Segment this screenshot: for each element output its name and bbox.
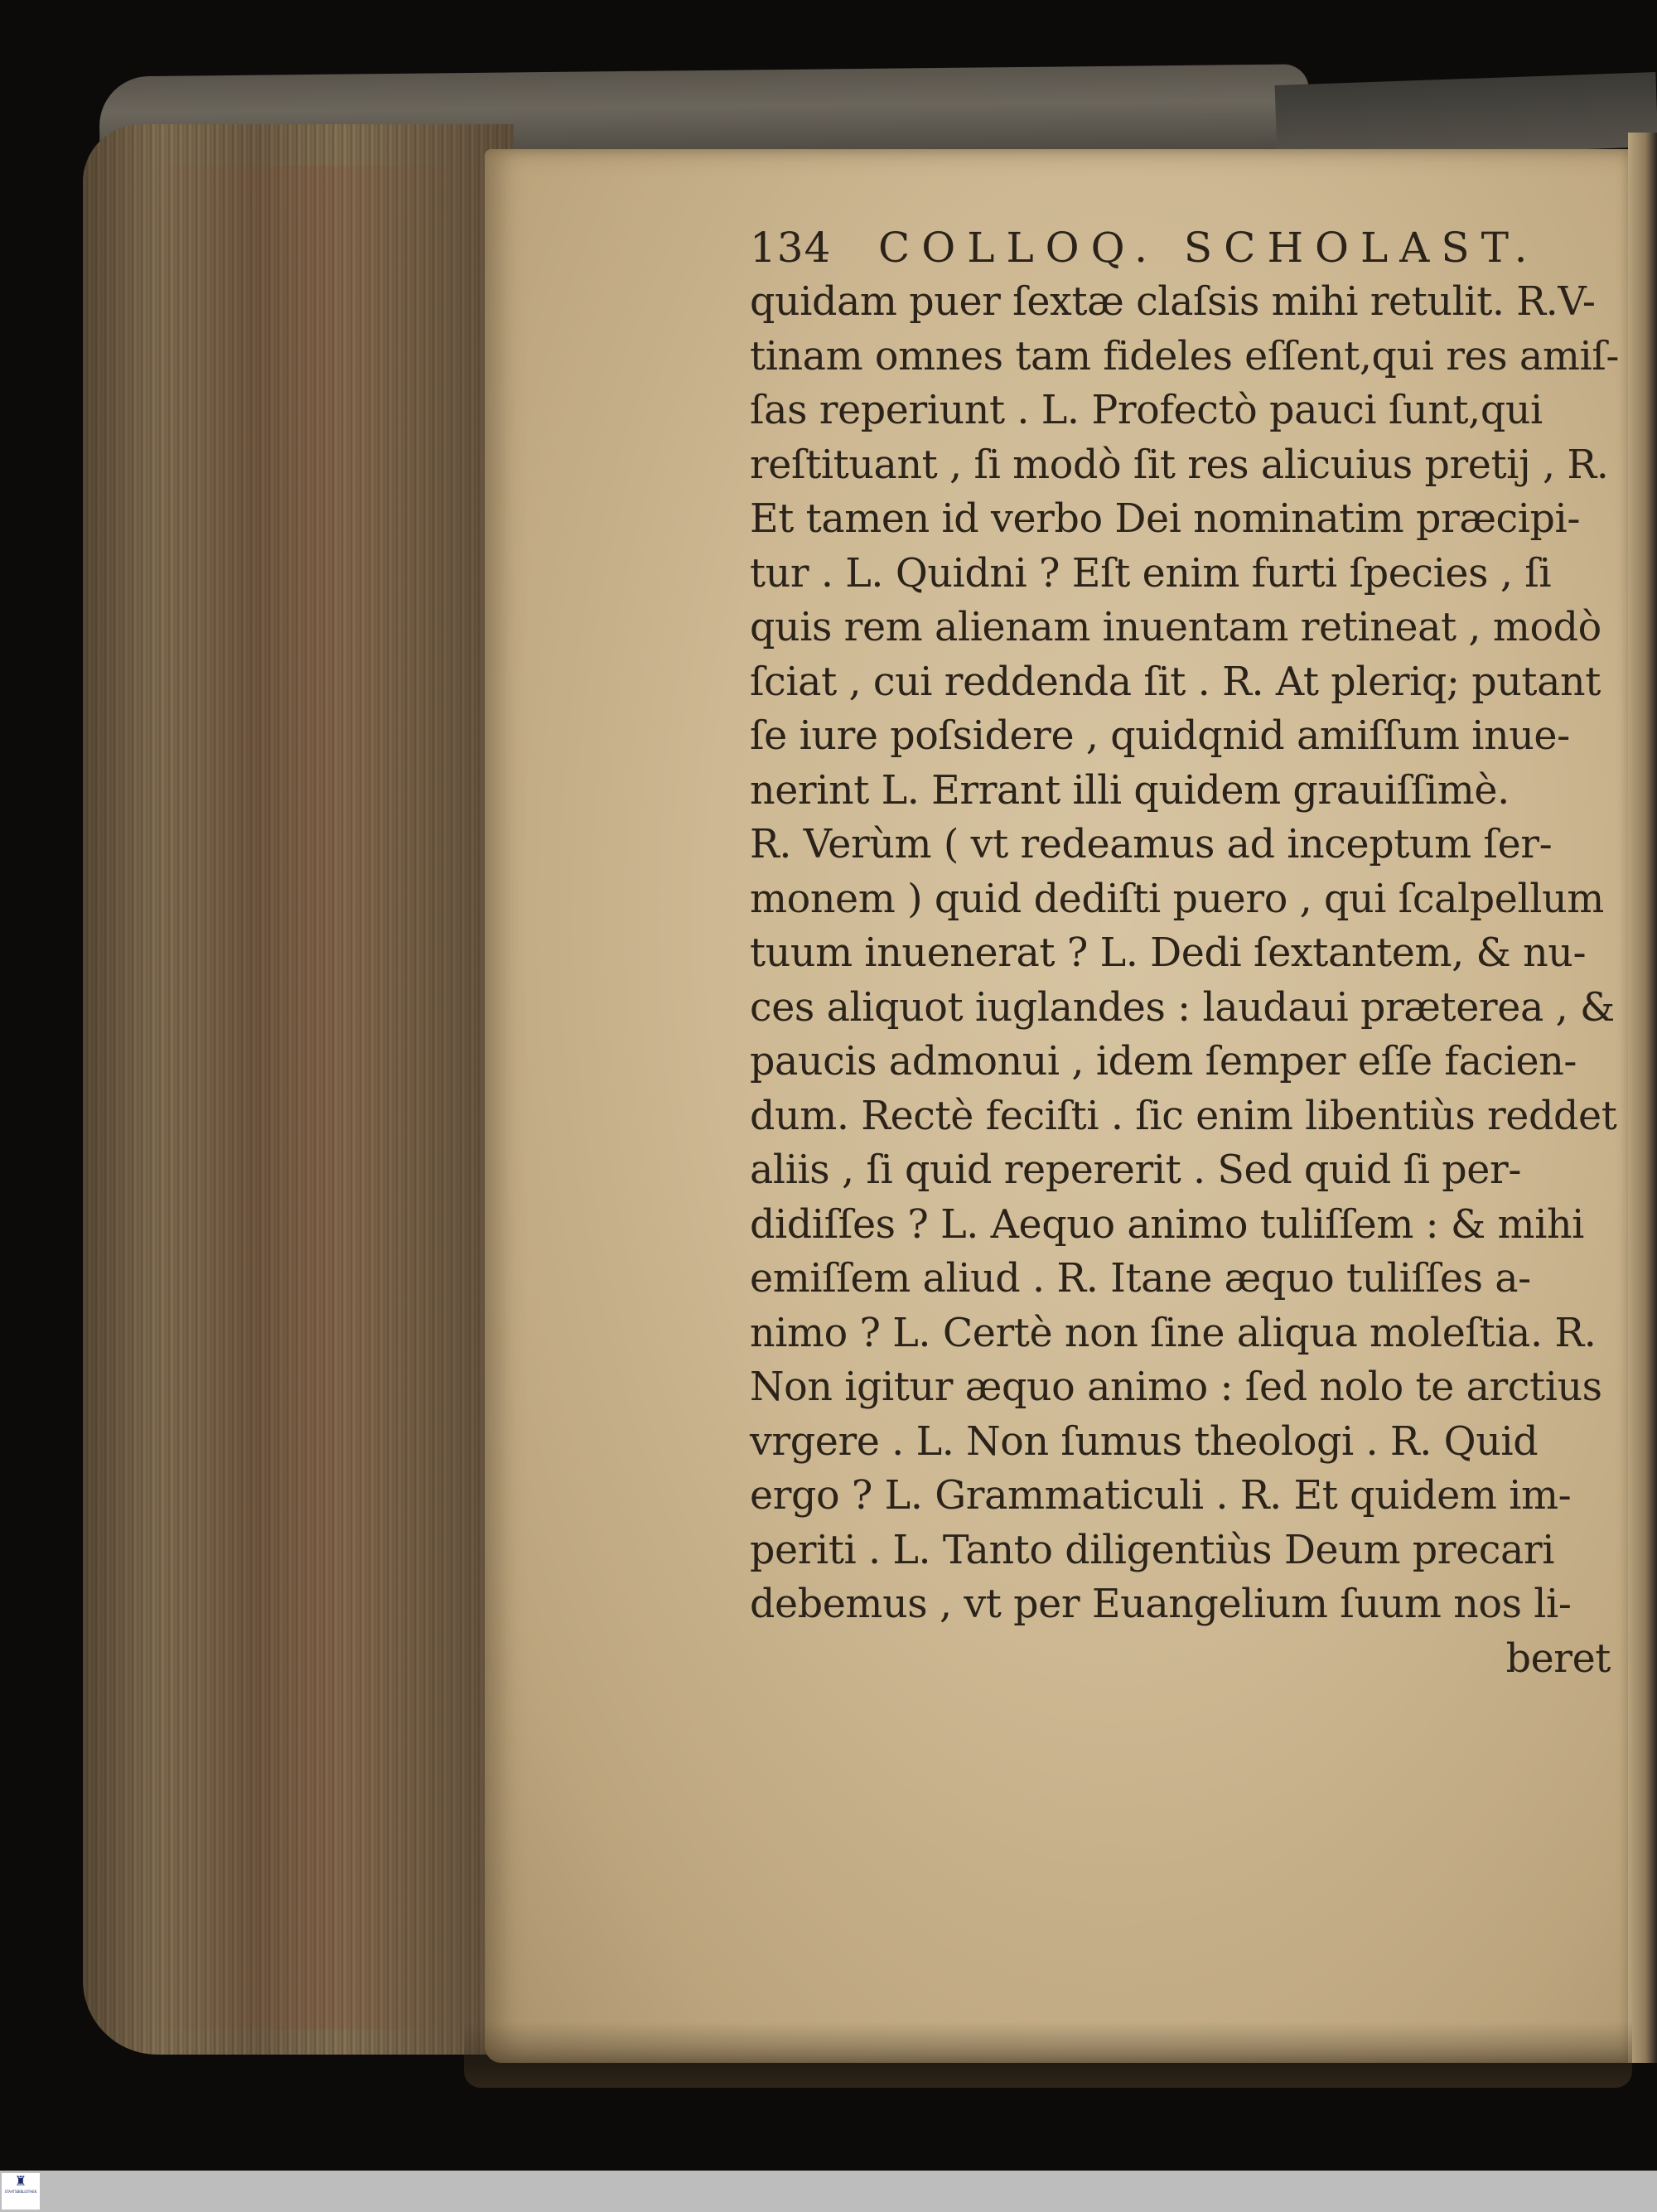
book-cover-corner xyxy=(1275,72,1657,160)
text-line: ces aliquot iuglandes : laudaui præterea , & xyxy=(750,984,1615,1031)
text-line: vrgere . L. Non ſumus theologi . R. Quid xyxy=(750,1418,1539,1465)
page-number: 134 xyxy=(750,224,832,272)
text-line: debemus , vt per Euangelium ſuum nos li- xyxy=(750,1582,1572,1627)
text-line: Non igitur æquo animo : ſed nolo te arctius xyxy=(750,1364,1602,1410)
text-line: paucis admonui , idem ſemper eſſe facien- xyxy=(750,1039,1577,1084)
text-line: dum. Rectè feciſti . ſic enim libentiùs reddet xyxy=(750,1093,1617,1139)
catchword: beret xyxy=(1505,1635,1611,1682)
text-line: Et tamen id verbo Dei nominatim præcipi- xyxy=(750,496,1581,542)
text-line: emiſſem aliud . R. Itane æquo tuliſſes a- xyxy=(750,1256,1531,1302)
text-line: tuum inuenerat ? L. Dedi ſextantem, & nu- xyxy=(750,930,1587,976)
text-line: R. Verùm ( vt redeamus ad inceptum ſer- xyxy=(750,822,1553,867)
text-line: tinam omnes tam fideles eſſent,qui res amiſ- xyxy=(750,333,1620,379)
viewer-bottom-bar xyxy=(0,2171,1657,2212)
text-line: ergo ? L. Grammaticuli . R. Et quidem im- xyxy=(750,1473,1572,1519)
page-block-tint xyxy=(133,166,497,2030)
text-line: nerint L. Errant illi quidem grauiſſimè. xyxy=(750,767,1510,814)
text-line: quis rem alienam inuentam retineat , modò xyxy=(750,605,1601,650)
page-text-block xyxy=(750,222,1620,1686)
text-line: aliis , ſi quid repererit . Sed quid ſi per- xyxy=(750,1147,1521,1193)
page-right-edge xyxy=(1628,133,1657,2063)
text-line: ſe iure poſsidere , quidqnid amiſſum inue- xyxy=(750,713,1570,759)
text-line: quidam puer ſextæ claſsis mihi retulit. R.V- xyxy=(750,279,1596,325)
text-line: didiſſes ? L. Aequo animo tuliſſem : & mihi xyxy=(750,1201,1584,1248)
running-head xyxy=(750,222,1616,273)
text-line: ſas reperiunt . L. Profectò pauci ſunt,qui xyxy=(750,388,1543,433)
text-line: tur . L. Quidni ? Eſt enim furti ſpecies , ſi xyxy=(750,550,1552,596)
library-emblem-icon: ♜ xyxy=(14,2173,27,2189)
library-logo[interactable] xyxy=(2,2173,40,2210)
text-line: reſtituant , ſi modò ſit res alicuius pretij , R. xyxy=(750,442,1609,488)
text-line: monem ) quid dediſti puero , qui ſcalpellum xyxy=(750,876,1604,922)
library-logo-text: STAATSBIBLIOTHEK xyxy=(4,2190,37,2194)
text-line: ſciat , cui reddenda ſit . R. At pleriq; putant xyxy=(750,659,1601,705)
text-line: nimo ? L. Certè non ſine aliqua moleſtia. R. xyxy=(750,1310,1597,1356)
page-bottom-shadow xyxy=(464,2021,1632,2088)
text-line: periti . L. Tanto diligentiùs Deum precari xyxy=(750,1527,1555,1573)
running-title: COLLOQ. SCHOLAST. xyxy=(878,224,1539,272)
